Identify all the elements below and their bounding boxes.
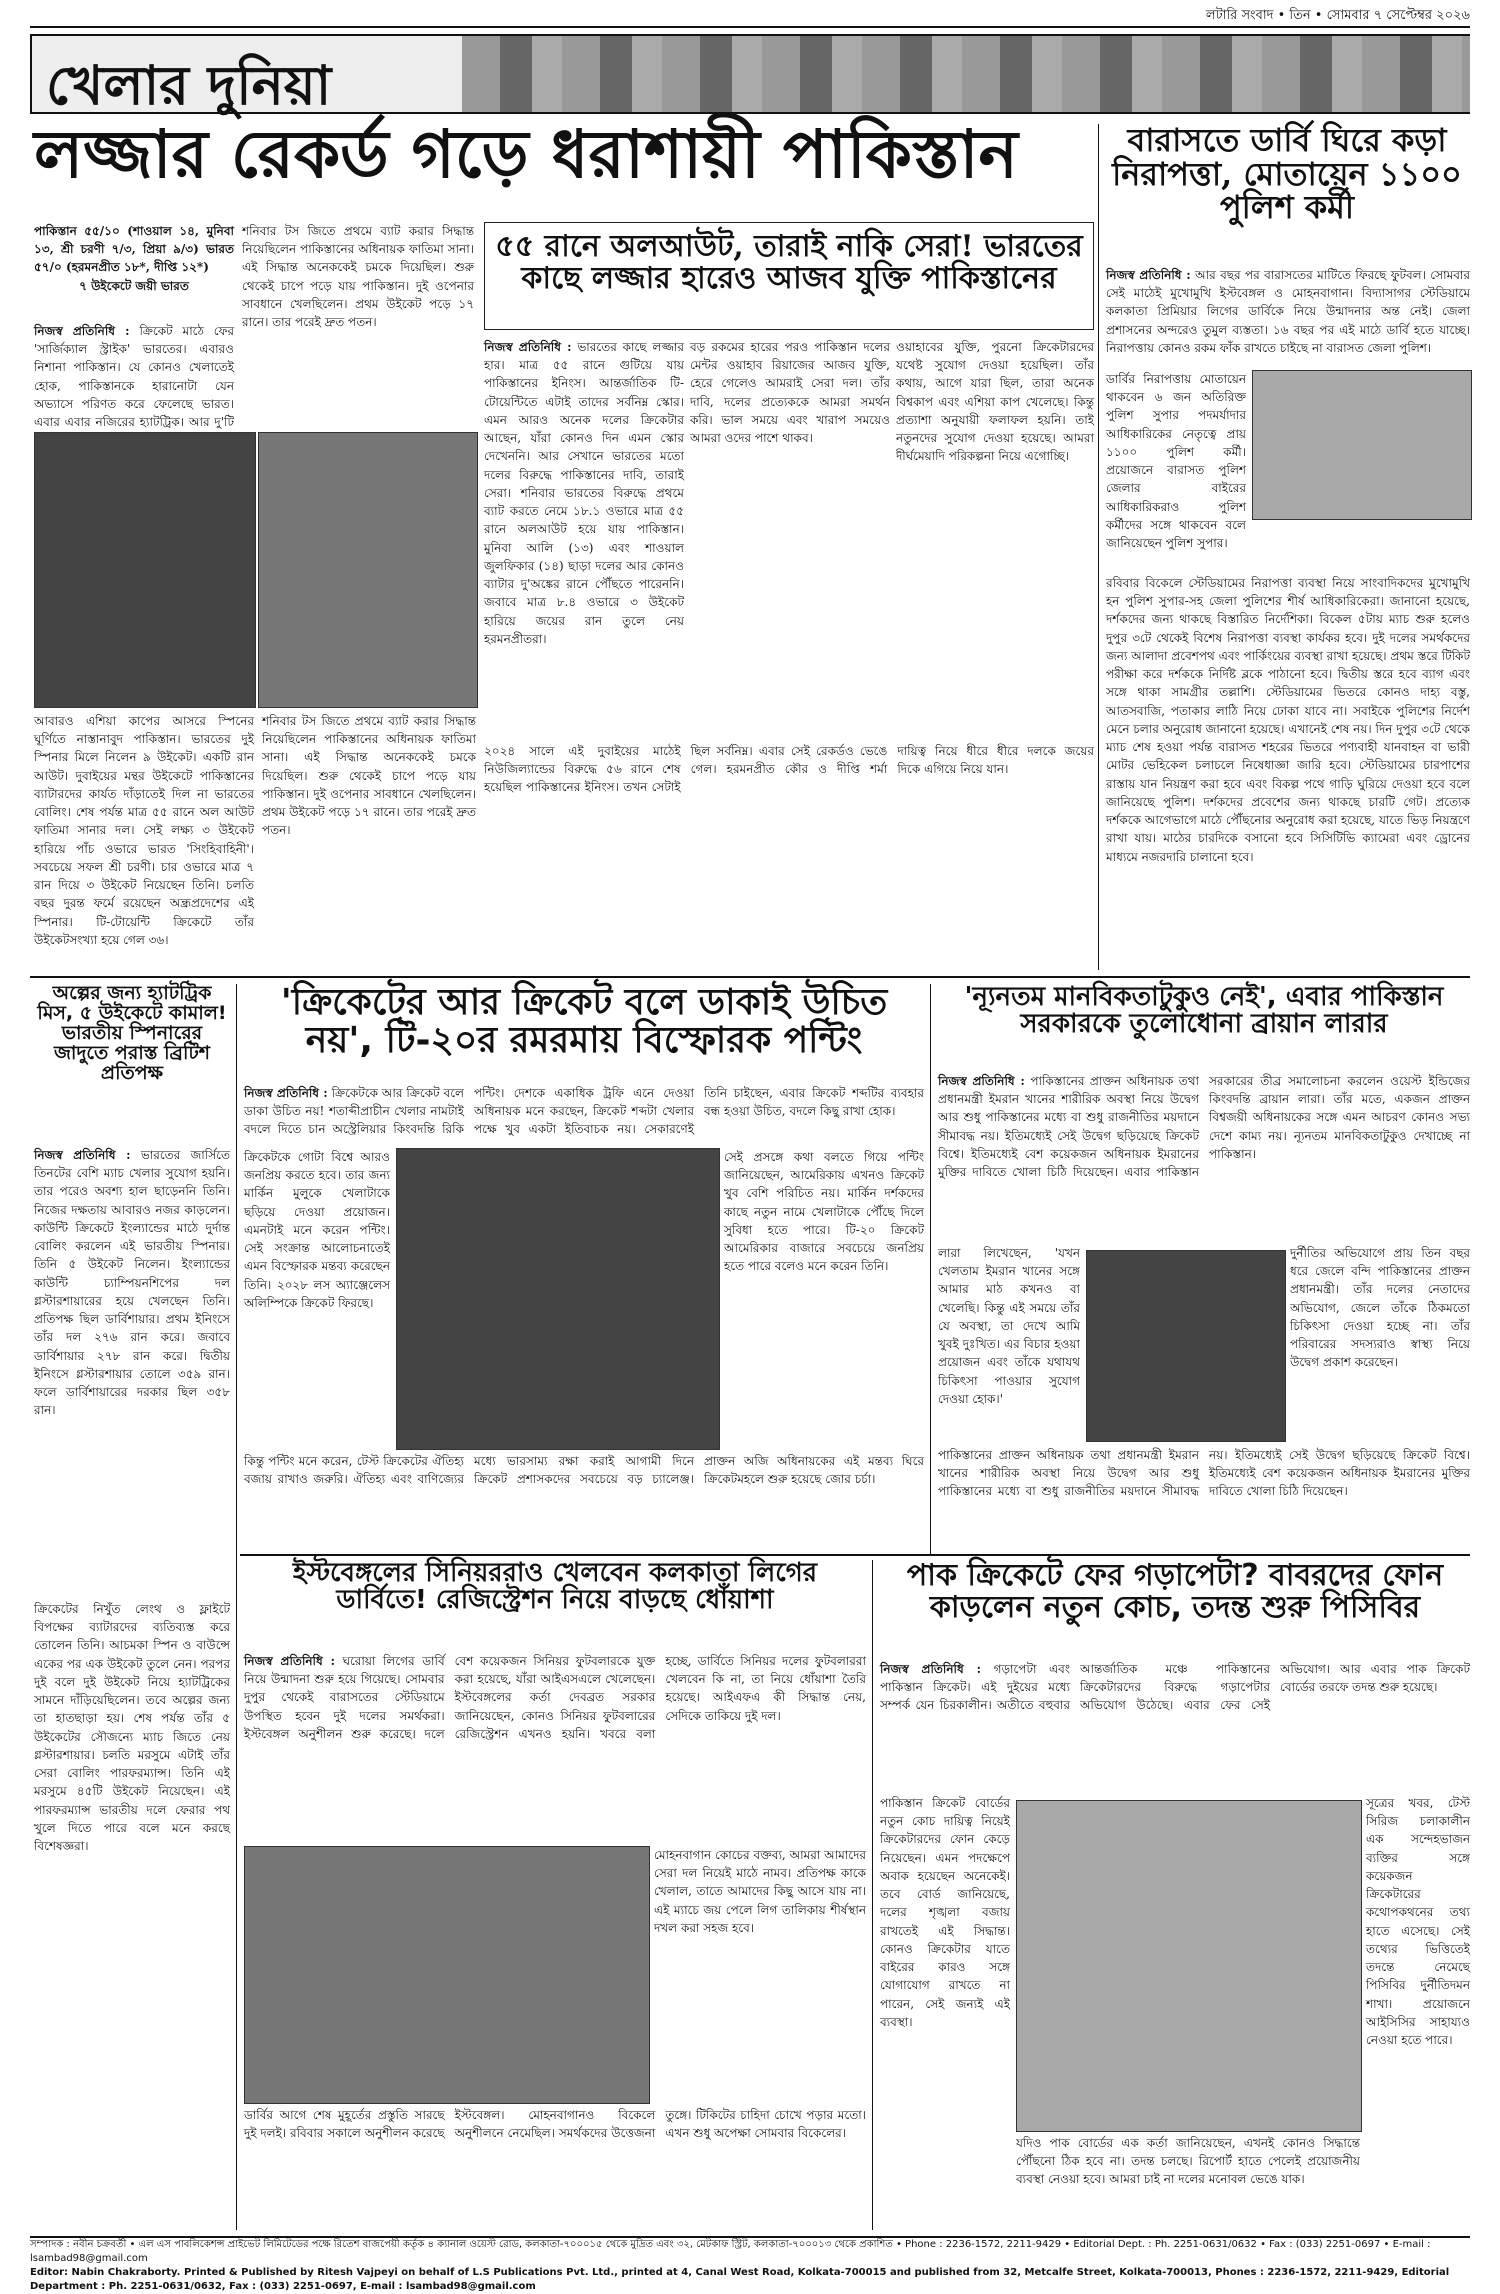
right-col-narrow	[1106, 370, 1246, 570]
lara-paragraph-1b: পাকিস্তানের প্রাক্তন অধিনায়ক তথা প্রধানমন্ত্রী ইমরান খানের শারীরিক অবস্থা নিয়ে উদ্বেগ আর শুধু পাকিস্তানের মধ্যে বা শুধু রাজনীতির ময়দানে সীমাবদ্ধ নয়। ইতিমধ্যেই সেই উদ্বেগ ছড়িয়েছে ক্রিকেট বিশ্বে। ইতিমধ্যেই বেশ কয়েকজন অধিনায়ক ইমরানের মুক্তির দাবিতে খোলা চিঠি দিয়েছেন।	[938, 1448, 1470, 1499]
right-paragraph-6: দর্শকদের প্রবেশের জন্য থাকছে চারটি গেট। প্রত্যেক দর্শককে আগেভাগে মাঠে পৌঁছনোর অনুরোধ করা হয়েছে, যাতে ভিড় নিয়ন্ত্রণে রাখা যায়। মাঠের চারদিকে বসানো হবে সিসিটিভি ক্যামেরা এবং ড্রোনের মাধ্যমে নজরদারি চালানো হবে।	[1106, 794, 1470, 864]
eastbengal-right	[654, 1846, 866, 2102]
section-masthead	[30, 34, 1470, 117]
lead-paragraph-1b: শনিবার টস জিতে প্রথমে ব্যাট করার সিদ্ধান্ত নিয়েছিলেন পাকিস্তানের অধিনায়ক ফাতিমা সানা। এই সিদ্ধান্ত অনেককেই চমকে দিয়েছিল। শুরু থেকেই চাপে পড়ে যায় পাকিস্তান। দুই ওপেনার সাবধানে খেলছিলেন। প্রথম উইকেট পড়ে ১৭ রানে। তার পরেই দ্রুত পতন।	[242, 224, 474, 330]
lara-paragraph-3: লারা লিখেছেন, 'যখন খেলতাম ইমরান খানের সঙ্গে আমার মাঠ কখনও বা খেলেছি। কিন্তু এই সময়ে তাঁর যে অবস্থা, তা দেখে আমি খুবই দুঃখিত। এর বিচার হওয়া প্রয়োজন এবং তাঁকে যথাযথ চিকিৎসা পাওয়ার সুযোগ দেওয়া হোক।'	[938, 1246, 1080, 1406]
pakcoach-photo	[1016, 1800, 1362, 2132]
eastbengal-bottom	[244, 2106, 866, 2230]
ponting-top	[244, 1084, 924, 1144]
lara-bottom	[938, 1446, 1470, 1548]
section-title: খেলার দুনিয়া	[46, 53, 332, 117]
page-header-line: লটারি সংবাদ • তিন • সোমবার ৭ সেপ্টেম্বর ২০২৬	[30, 6, 1470, 28]
lara-paragraph-4: দুর্নীতির অভিযোগে প্রায় তিন বছর ধরে জেলে বন্দি পাকিস্তানের প্রাক্তন প্রধানমন্ত্রী। তাঁর দলের নেতাদের অভিযোগ, জেলে তাঁকে ঠিকমতো চিকিৎসা দেওয়া হচ্ছে না। তাঁর পরিবারের সদস্যরাও স্বাস্থ্য নিয়ে উদ্বেগ প্রকাশ করেছেন।	[1290, 1246, 1470, 1370]
lara-byline: নিজস্ব প্রতিনিধি :	[938, 1074, 1025, 1088]
right-intro	[1106, 266, 1470, 366]
pakcoach-paragraph-3: সূত্রের খবর, টেস্ট সিরিজ চলাকালীন এক সন্দেহভাজন ব্যক্তির সঙ্গে কয়েকজন ক্রিকেটারের কথোপকথনের তথ্য হাতে এসেছে। সেই তথ্যের ভিত্তিতেই তদন্তে নেমেছে পিসিবির দুর্নীতিদমন শাখা। প্রয়োজনে আইসিসির সাহায্যও নেওয়া হতে পারে।	[1366, 1796, 1470, 2048]
eastbengal-top	[244, 1652, 866, 1842]
column-divider-2	[236, 984, 237, 2230]
pakcoach-paragraph-4: যদিও পাক বোর্ডের এক কর্তা জানিয়েছেন, এখনই কোনও সিদ্ধান্তে পৌঁছনো ঠিক হবে না। তদন্ত চলছে। রিপোর্ট হাতে পেলেই প্রয়োজনীয় ব্যবস্থা নেওয়া হবে। আমরা চাই না দলের মনোবল ভেঙে যাক।	[1016, 2136, 1360, 2187]
right-col-full	[1106, 574, 1470, 970]
page-footer	[30, 2236, 1470, 2292]
spinner-paragraph-2: ইংল্যান্ডের কাউন্টি চ্যাম্পিয়নশিপের দল গ্লস্টারশায়ারের হয়ে খেলছেন তিনি। প্রতিপক্ষ ছিল ডার্বিশায়ার। প্রথম ইনিংসে তাঁর দল ২৭৬ রান করে। জবাবে ডার্বিশায়ার ২৭৮ রান করে। দ্বিতীয় ইনিংসে গ্লস্টারশায়ার তোলে ৩৫৯ রান। ফলে ডার্বিশায়ারের দরকার ছিল ৩৫৮ রান।	[34, 1257, 230, 1418]
lara-right	[1290, 1244, 1470, 1444]
lead-paragraph-3: সবচেয়ে সফল শ্রী চরণী। চার ওভারে মাত্র ৭ রান দিয়ে ৩ উইকেট নিয়েছেন তিনি। চলতি বছর দুরন্ত ফর্মে রয়েছেন অন্ধ্রপ্রদেশের এই স্পিনার। টি-টোয়েন্টি ক্রিকেটে তাঁর উইকেটসংখ্যা হয়ে গেল ৩৬।	[34, 859, 254, 947]
column-divider-3	[930, 984, 931, 1554]
lead-paragraph-2: আবারও এশিয়া কাপের আসরে স্পিনের ঘূর্ণিতে নাস্তানাবুদ পাকিস্তান। ভারতের দুই স্পিনার মিলে নিলেন ৯ উইকেট। একটি রান আউট। দুবাইয়ের মন্থর উইকেটে পাকিস্তানের ব্যাটারদের কার্যত দাঁড়াতেই দিল না ভারতের বোলিং। শেষ পর্যন্ত মাত্র ৫৫ রানে অল আউট ফাতিমা সানার দল। সেই লক্ষ্য ৩ উইকেট হারিয়ে পাঁচ ওভারে ভারত 'সিংহিবাহিনী'।	[34, 714, 254, 856]
lead-paragraph-1: ক্রিকেট মাঠে ফের 'সার্জিক্যাল স্ট্রাইক' ভারতের। এবারও নিশানা পাকিস্তান। যে কোনও খেলাতেই হোক, পাকিস্তানকে হারানোটা যেন অভ্যাসে পরিণত করে ফেলেছে ভারত। এবার এবার নজিরের হ্যাটট্রিক। আর দু'টি	[34, 324, 234, 430]
pakcoach-bottom	[1016, 2134, 1360, 2230]
spinner-body	[34, 1146, 230, 1596]
lead-note: ৭ উইকেটে জয়ী ভারত	[79, 278, 189, 293]
pakcoach-right	[1366, 1794, 1470, 2230]
column-divider-4	[872, 1560, 873, 2230]
inset-col-3	[896, 338, 1094, 738]
ponting-left	[244, 1148, 390, 1392]
inset-byline: নিজস্ব প্রতিনিধি :	[484, 340, 572, 354]
pakcoach-paragraph-1: গড়াপেটা এবং পাকিস্তান ক্রিকেট। এই দুইয়ের মধ্যে সম্পর্ক যেন চিরকালীন। অতীতে বহুবার আন্তর্জাতিক মঞ্চে পাকিস্তানের ক্রিকেটারদের বিরুদ্ধে গড়াপেটার অভিযোগ উঠেছে। এবার ফের সেই অভিযোগ। আর এবার পাক ক্রিকেট বোর্ডের তরফে তদন্ত শুরু হয়েছে।	[880, 1662, 1470, 1713]
lead-score-block	[34, 222, 234, 322]
footer-line-english: Editor: Nabin Chakraborty. Printed & Published by Ritesh Vajpeyi on behalf of L.S Publications Pvt. Ltd., printed at 4, Canal West Road, Kolkata-700015 and published from 32, Metcalfe Street, Kolkata-700013, Phones : 2236-1572, 2211-9429, Editorial Department : Ph. 2251-0631/0632, Fax : (033) 2251-0697, E-mail : lsambad98@gmail.com	[30, 2267, 1450, 2292]
lead-photo-left	[34, 432, 256, 708]
ponting-paragraph-1: ক্রিকেটকে আর ক্রিকেট বলে ডাকা উচিত নয়! শতাব্দীপ্রাচীন খেলার নামটাই বদলে দিতে চান অস্ট্রেলিয়ার কিংবদন্তি রিকি পন্টিং। দেশকে একাধিক ট্রফি এনে দেওয়া অধিনায়ক মনে করছেন, ক্রিকেট শব্দটা খেলার পক্ষে খুব একটা ইতিবাচক নয়। সেকারণেই তিনি চাইছেন, এবার ক্রিকেট শব্দটির ব্যবহার বন্ধ হওয়া উচিত, বদলে কিছু রাখা হোক।	[244, 1086, 924, 1137]
spinner-paragraph-4: শেষ পর্যন্ত তাঁর ৫ উইকেটের সৌজন্যে ম্যাচ জিতে নেয় গ্লস্টারশায়ার। চলতি মরসুমে এটাই তাঁর সেরা বোলিং পারফরম্যান্স। তিনি এই মরসুমে ৪৫টি উইকেট নিয়েছেন। এই পারফরম্যান্স ভারতীয় দলে ফেরার পথ খুলে দিতে পারে বলে মনে করছে বিশেষজ্ঞরা।	[34, 1711, 230, 1854]
ponting-paragraph-4: কিন্তু পন্টিং মনে করেন, টেস্ট ক্রিকেটের ঐতিহ্য বজায় রাখাও জরুরি। ঐতিহ্য এবং বাণিজ্যের মধ্যে ভারসাম্য রক্ষা করাই আগামী দিনে ক্রিকেট প্রশাসকদের সবচেয়ে বড় চ্যালেঞ্জ। প্রাক্তন অজি অধিনায়কের এই মন্তব্য ঘিরে ক্রিকেটমহলে শুরু হয়েছে জোর চর্চা।	[244, 1454, 924, 1487]
lara-left	[938, 1244, 1080, 1444]
inset-paragraph-3: বড় রকমের হারের পরও পাকিস্তান দলের মেন্টর ওয়াহাব রিয়াজের আজব যুক্তি, হেরে গেলেও আমরাই সেরা দল। তাঁর দাবি, দলের প্রত্যেককে আমরা সমর্থন করি। ভাল সময়ে এবং খারাপ সময়েও আমরা ওদের পাশে থাকব।	[690, 340, 890, 446]
spinner-paragraph-1: ভারতের জার্সিতে তিনটের বেশি ম্যাচ খেলার সুযোগ হয়নি। তার পরেও অবশ্য হাল ছাড়েননি তিনি। নিজের দক্ষতায় আবারও নজর কাড়লেন। কাউন্টি ক্রিকেটে ইংল্যান্ডের মাঠে দুর্দান্ত বোলিং করলেন এই ভারতীয় স্পিনার। তিনি ৫ উইকেট নিলেন।	[34, 1148, 230, 1272]
lara-photo	[1086, 1250, 1286, 1442]
lead-paragraph-4: শনিবার টস জিতে প্রথমে ব্যাট করার সিদ্ধান্ত নিয়েছিলেন পাকিস্তানের অধিনায়ক ফাতিমা সানা। এই সিদ্ধান্ত অনেককেই চমকে দিয়েছিল। শুরু থেকেই চাপে পড়ে যায় পাকিস্তান। দুই ওপেনার সাবধানে খেলছিলেন। প্রথম উইকেট পড়ে ১৭ রানে। তার পরেই দ্রুত পতন।	[262, 714, 476, 838]
inset-headline: ৫৫ রানে অলআউট, তারাই নাকি সেরা! ভারতের কাছে লজ্জার হারেও আজব যুক্তি পাকিস্তানের	[495, 229, 1083, 296]
eastbengal-paragraph-4: ডার্বির আগে শেষ মুহূর্তের প্রস্তুতি সারছে দুই দলই। রবিবার সকালে অনুশীলন করেছে ইস্টবেঙ্গল। মোহনবাগানও বিকেলে অনুশীলনে নেমেছিল। সমর্থকদের উত্তেজনা তুঙ্গে। টিকিটের চাহিদা চোখে পড়ার মতো। এখন শুধু অপেক্ষা সোমবার বিকেলের।	[244, 2108, 866, 2141]
ponting-headline: 'ক্রিকেটের আর ক্রিকেট বলে ডাকাই উচিত নয়', টি-২০র রমরমায় বিস্ফোরক পন্টিং	[280, 982, 888, 1061]
eastbengal-paragraph-3: মোহনবাগান কোচের বক্তব্য, আমরা আমাদের সেরা দল নিয়েই মাঠে নামব। প্রতিপক্ষ কাকে খেলাল, তাতে আমাদের কিছু আসে যায় না। এই ম্যাচে জয় পেলে লিগ তালিকায় শীর্ষস্থান দখল করা সহজ হবে।	[654, 1848, 866, 1935]
inset-col-4	[484, 742, 1094, 970]
spinner-paragraph-3: ক্রিকেটের নিখুঁত লেংথ ও ফ্লাইটে বিপক্ষের ব্যাটারদের ব্যতিব্যস্ত করে তোলেন তিনি। আচমকা স্পিন ও বাউন্সে একের পর এক উইকেট তুলে নেন। পরপর দুই বলে দুই উইকেট নিয়ে হ্যাটট্রিকের সামনে দাঁড়িয়েছিলেন। তবে অল্পের জন্য তা হাতছাড়া হয়।	[34, 1602, 230, 1726]
pakcoach-top	[880, 1660, 1470, 1790]
column-divider	[1098, 124, 1099, 970]
inset-paragraph-4: ওয়াহাবের যুক্তি, পুরনো ক্রিকেটারদের যথেষ্ট সুযোগ দেওয়া হয়েছিল। তাঁর কথায়, আগে যারা ছিল, তারা অনেক বিশ্বকাপ এবং এশিয়া কাপ খেলেছে। কিন্তু প্রত্যাশা অনুযায়ী ফলাফল হয়নি। তাই নতুনদের সুযোগ দেওয়া হয়েছে। আমরা দীর্ঘমেয়াদি পরিকল্পনা নিয়ে এগোচ্ছি।	[896, 340, 1094, 464]
eastbengal-headline: ইস্টবেঙ্গলের সিনিয়ররাও খেলবেন কলকাতা লিগের ডার্বিতে! রেজিস্ট্রেশন নিয়ে বাড়ছে ধোঁয়াশা	[292, 1558, 818, 1616]
lead-column-3	[34, 712, 254, 970]
inset-paragraph-2: শনিবার ভারতের বিরুদ্ধে প্রথমে ব্যাট করতে নেমে ১৮.১ ওভারে মাত্র ৫৫ রানে অলআউট হয়ে যায় পাকিস্তান। মুনিবা আলি (১৩) এবং শাওয়াল জুলফিকার (১৪) ছাড়া দলের আর কোনও ব্যাটার দু'অঙ্কের রানে পৌঁছতে পারেননি। জবাবে মাত্র ৮.৪ ওভারে ৩ উইকেট হারিয়ে জয়ের রান তুলে নেয় হরমনপ্রীতরা।	[484, 485, 684, 646]
lead-column-4	[262, 712, 476, 970]
lara-top	[938, 1072, 1470, 1242]
eastbengal-byline: নিজস্ব প্রতিনিধি :	[244, 1654, 336, 1668]
lead-headline: লজ্জার রেকর্ড গড়ে ধরাশায়ী পাকিস্তান	[34, 115, 1018, 193]
inset-headline-box	[484, 222, 1094, 330]
police-photo	[1252, 370, 1472, 520]
right-paragraph-3: রবিবার বিকেলে স্টেডিয়ামের নিরাপত্তা ব্যবস্থা নিয়ে সাংবাদিকদের মুখোমুখি হন পুলিশ সুপার-সহ জেলা পুলিশের শীর্ষ আধিকারিকেরা। জানানো হয়েছে, দর্শকদের জন্য থাকছে বিস্তারিত নির্দেশিকা। বিকেল ৫টায় ম্যাচ শুরু হলেও দুপুর ৩টে থেকেই বিশেষ নিরাপত্তা ব্যবস্থা কার্যকর হবে।	[1106, 576, 1470, 645]
eastbengal-photo	[244, 1846, 650, 2104]
eastbengal-paragraph-2: ইস্টবেঙ্গলের কর্তা দেবব্রত সরকার জানিয়েছেন, কোনও সিনিয়র ফুটবলারের রেজিস্ট্রেশন এখনও হয়নি। খবরে বলা হচ্ছে, ডার্বিতে সিনিয়র দলের ফুটবলাররা খেলবেন কি না, তা নিয়ে ধোঁয়াশা তৈরি হয়েছে। আইএফএ কী সিদ্ধান্ত নেয়, সেদিকে তাকিয়ে দুই দল।	[454, 1654, 866, 1741]
lead-column-2	[242, 222, 474, 422]
right-paragraph-2: ডার্বির নিরাপত্তায় মোতায়েন থাকবেন ৬ জন অতিরিক্ত পুলিশ সুপার পদমর্যাদার আধিকারিকের নেতৃত্বে প্রায় ১১০০ পুলিশ কর্মী। প্রয়োজনে বারাসত পুলিশ জেলার বাইরের আধিকারিকরাও পুলিশ কর্মীদের সঙ্গে থাকবেন বলে জানিয়েছেন পুলিশ সুপার।	[1106, 372, 1246, 551]
ponting-paragraph-2: ক্রিকেটকে গোটা বিশ্বে আরও জনপ্রিয় করতে হবে। তার জন্য মার্কিন মুলুকে খেলাটাকে ছড়িয়ে দেওয়া প্রয়োজন। এমনটাই মনে করেন পন্টিং। সেই সংক্রান্ত আলোচনাতেই এমন বিস্ফোরক মন্তব্য করেছেন তিনি। ২০২৮ লস অ্যাঞ্জেলেস অলিম্পিকে ক্রিকেট ফিরছে।	[244, 1150, 390, 1310]
lara-paragraph-1: পাকিস্তানের প্রাক্তন অধিনায়ক তথা প্রধানমন্ত্রী ইমরান খানের শারীরিক অবস্থা নিয়ে উদ্বেগ আর শুধু পাকিস্তানের মধ্যে বা শুধু রাজনীতির ময়দানে সীমাবদ্ধ নয়। ইতিমধ্যেই সেই উদ্বেগ ছড়িয়েছে ক্রিকেট বিশ্বে। ইতিমধ্যেই বেশ কয়েকজন অধিনায়ক ইমরানের মুক্তির দাবিতে খোলা চিঠি দিয়েছেন।	[938, 1074, 1199, 1180]
spinner-body-2	[34, 1600, 230, 2230]
spinner-headline: অল্পের জন্য হ্যাটট্রিক মিস, ৫ উইকেটে কামাল! ভারতীয় স্পিনারের জাদুতে পরাস্ত ব্রিটিশ প্রতিপক্ষ	[37, 982, 227, 1084]
ponting-right	[724, 1148, 924, 1448]
ponting-photo	[396, 1148, 720, 1450]
pakcoach-headline: পাক ক্রিকেটে ফের গড়াপেটা? বাবরদের ফোন কাড়লেন নতুন কোচ, তদন্ত শুরু পিসিবির	[906, 1558, 1444, 1625]
right-paragraph-1: আর বছর পর বারাসতের মাটিতে ফিরছে ফুটবল। সোমবার সেই মাঠেই মুখোমুখি ইস্টবেঙ্গল ও মোহনবাগান। বিদ্যাসাগর স্টেডিয়ামে কলকাতা প্রিমিয়ার লিগের ডার্বিকে নিয়ে উন্মাদনার অন্ত নেই। জেলা প্রশাসনের অন্দরেও তুমুল ব্যস্ততা। ১৬ বছর পর এই মাঠে ডার্বি হতে যাচ্ছে। নিরাপত্তায় কোনও রকম ফাঁক রাখতে চাইছে না বারাসত জেলা পুলিশ।	[1106, 268, 1470, 355]
players-photo-strip	[462, 36, 1470, 112]
ponting-bottom	[244, 1452, 924, 1548]
ponting-paragraph-3: সেই প্রসঙ্গে কথা বলতে গিয়ে পন্টিং জানিয়েছেন, আমেরিকায় এখনও ক্রিকেট খুব বেশি পরিচিত নয়। মার্কিন দর্শকদের কাছে নতুন নামে খেলাটাকে পৌঁছে দিলে সুবিধা হতে পারে। টি-২০ ক্রিকেট আমেরিকার বাজারে সবচেয়ে জনপ্রিয় হতে পারে বলেও মনে করেন তিনি।	[724, 1150, 924, 1274]
right-paragraph-4: দুই দলের সমর্থকদের জন্য আলাদা প্রবেশপথ এবং পার্কিংয়ের ব্যবস্থা রাখা হয়েছে। প্রথম স্তরে টিকিট পরীক্ষা করে দর্শককে নির্দিষ্ট ব্লকে পাঠানো হবে। দ্বিতীয় স্তরে হবে ব্যাগ এবং সঙ্গে থাকা সামগ্রীর তল্লাশি। স্টেডিয়ামের ভিতরে কোনও দাহ্য বস্তু, আতসবাজি, পতাকার লাঠি নিয়ে ঢোকা যাবে না। সবাইকে পুলিশের নির্দেশ মেনে চলার অনুরোধ জানানো হয়েছে।	[1106, 630, 1470, 736]
pakcoach-byline: নিজস্ব প্রতিনিধি :	[880, 1662, 982, 1676]
horizontal-divider-2	[240, 1554, 1470, 1556]
inset-col-2	[690, 338, 890, 738]
inset-col-1	[484, 338, 684, 738]
inset-paragraph-1: ভারতের কাছে লজ্জার হার। মাত্র ৫৫ রানে গুটিয়ে যায় পাকিস্তানের ইনিংস। আন্তর্জাতিক টি-টোয়েন্টিতে এটাই তাদের সর্বনিম্ন স্কোর। এমন আরও অনেক দলের ক্রিকেটার আছেন, যাঁরা কোনও দিন এমন স্কোর দেখেননি। আর সেখানে ভারতের মতো দলের বিরুদ্ধে পাকিস্তানের দাবি, তারাই সেরা।	[484, 340, 684, 500]
lead-byline: নিজস্ব প্রতিনিধি :	[34, 324, 130, 338]
spinner-byline: নিজস্ব প্রতিনিধি :	[34, 1148, 131, 1162]
right-headline: বারাসতে ডার্বি ঘিরে কড়া নিরাপত্তা, মোতায়েন ১১০০ পুলিশ কর্মী	[1112, 121, 1462, 227]
pakcoach-paragraph-2: পাকিস্তান ক্রিকেট বোর্ডের নতুন কোচ দায়িত্ব নিয়েই ক্রিকেটারদের ফোন কেড়ে নিয়েছেন। এমন পদক্ষেপে অবাক হয়েছেন অনেকেই। তবে বোর্ড জানিয়েছে, দলের শৃঙ্খলা বজায় রাখতেই এই সিদ্ধান্ত। কোনও ক্রিকেটার যাতে বাইরের কারও সঙ্গে যোগাযোগ রাখতে না পারেন, সেই জন্যই এই ব্যবস্থা।	[880, 1796, 1010, 2029]
horizontal-divider	[30, 976, 1470, 978]
lead-score: পাকিস্তান ৫৫/১০ (শাওয়াল ১৪, মুনিবা ১৩, শ্রী চরণী ৭/৩, প্রিয়া ৯/৩) ভারত ৫৭/০ (হরমনপ্রীত ১৮*, দীপ্তি ১২*)	[34, 224, 234, 275]
right-paragraph-5: এখানেই শেষ নয়। দিন দুপুর ৩টে থেকে ম্যাচ শেষ হওয়া পর্যন্ত বারাসত শহরের ভিতরে পণ্যবাহী যানবাহন বা ভারী মোটর ভেহিকেল চলাচলে নিষেধাজ্ঞা জারি হবে। স্টেডিয়ামের চারপাশের রাস্তায় যান নিয়ন্ত্রণ করা হবে এবং বিকল্প পথে গাড়ি ঘুরিয়ে দেওয়া হবে বলে জানিয়েছে পুলিশ।	[1106, 721, 1470, 809]
ponting-byline: নিজস্ব প্রতিনিধি :	[244, 1086, 328, 1100]
inset-paragraph-5: ২০২৪ সালে এই দুবাইয়ের মাঠেই নিউজিল্যান্ডের বিরুদ্ধে ৫৬ রানে শেষ হয়েছিল পাকিস্তানের ইনিংস। তখন সেটাই ছিল সর্বনিম্ন। এবার সেই রেকর্ডও ভেঙে গেল। হরমনপ্রীত কৌর ও দীপ্তি শর্মা দায়িত্ব নিয়ে ধীরে ধীরে দলকে জয়ের দিকে এগিয়ে নিয়ে যান।	[484, 744, 1094, 795]
footer-line-bengali: সম্পাদক : নবীন চক্রবর্তী • এল এস পাবলিকেশন্স প্রাইভেট লিমিটেডের পক্ষে রিতেশ বাজপেয়ী কর্তৃক ৪ ক্যানাল ওয়েস্ট রোড, কলকাতা-৭০০০১৫ থেকে মুদ্রিত এবং ৩২, মেটকাফ স্ট্রিট, কলকাতা-৭০০০১৩ থেকে প্রকাশিত • Phone : 2236-1572, 2211-9429 • Editorial Dept. : Ph. 2251-0631/0632 • Fax : (033) 2251-0697 • E-mail : lsambad98@gmail.com	[30, 2239, 1431, 2264]
lara-headline: 'ন্যূনতম মানবিকতাটুকুও নেই', এবার পাকিস্তান সরকারকে তুলোধোনা ব্রায়ান লারার	[964, 982, 1444, 1040]
lara-paragraph-2: এবার পাকিস্তান সরকারের তীব্র সমালোচনা করলেন ওয়েস্ট ইন্ডিজের কিংবদন্তি ব্রায়ান লারা। তাঁর মতে, একজন প্রাক্তন বিশ্বজয়ী অধিনায়কের সঙ্গে এমন আচরণ কোনও সভ্য দেশে কাম্য নয়। ন্যূনতম মানবিকতাটুকুও দেখাচ্ছে না পাকিস্তান।	[1124, 1074, 1470, 1180]
eastbengal-paragraph-1: ঘরোয়া লিগের ডার্বি নিয়ে উন্মাদনা শুরু হয়ে গিয়েছে। সোমবার দুপুর থেকেই বারাসতের স্টেডিয়ামে উপস্থিত হবেন দুই দলের সমর্থকরা। ইস্টবেঙ্গল অনুশীলন শুরু করেছে। দলে বেশ কয়েকজন সিনিয়র ফুটবলারকে যুক্ত করা হয়েছে, যাঁরা আইএসএলে খেলেছেন।	[244, 1654, 656, 1741]
lead-photo-right	[258, 432, 478, 708]
lead-intro	[34, 322, 234, 430]
pakcoach-left	[880, 1794, 1010, 2230]
right-byline: নিজস্ব প্রতিনিধি :	[1106, 268, 1191, 282]
